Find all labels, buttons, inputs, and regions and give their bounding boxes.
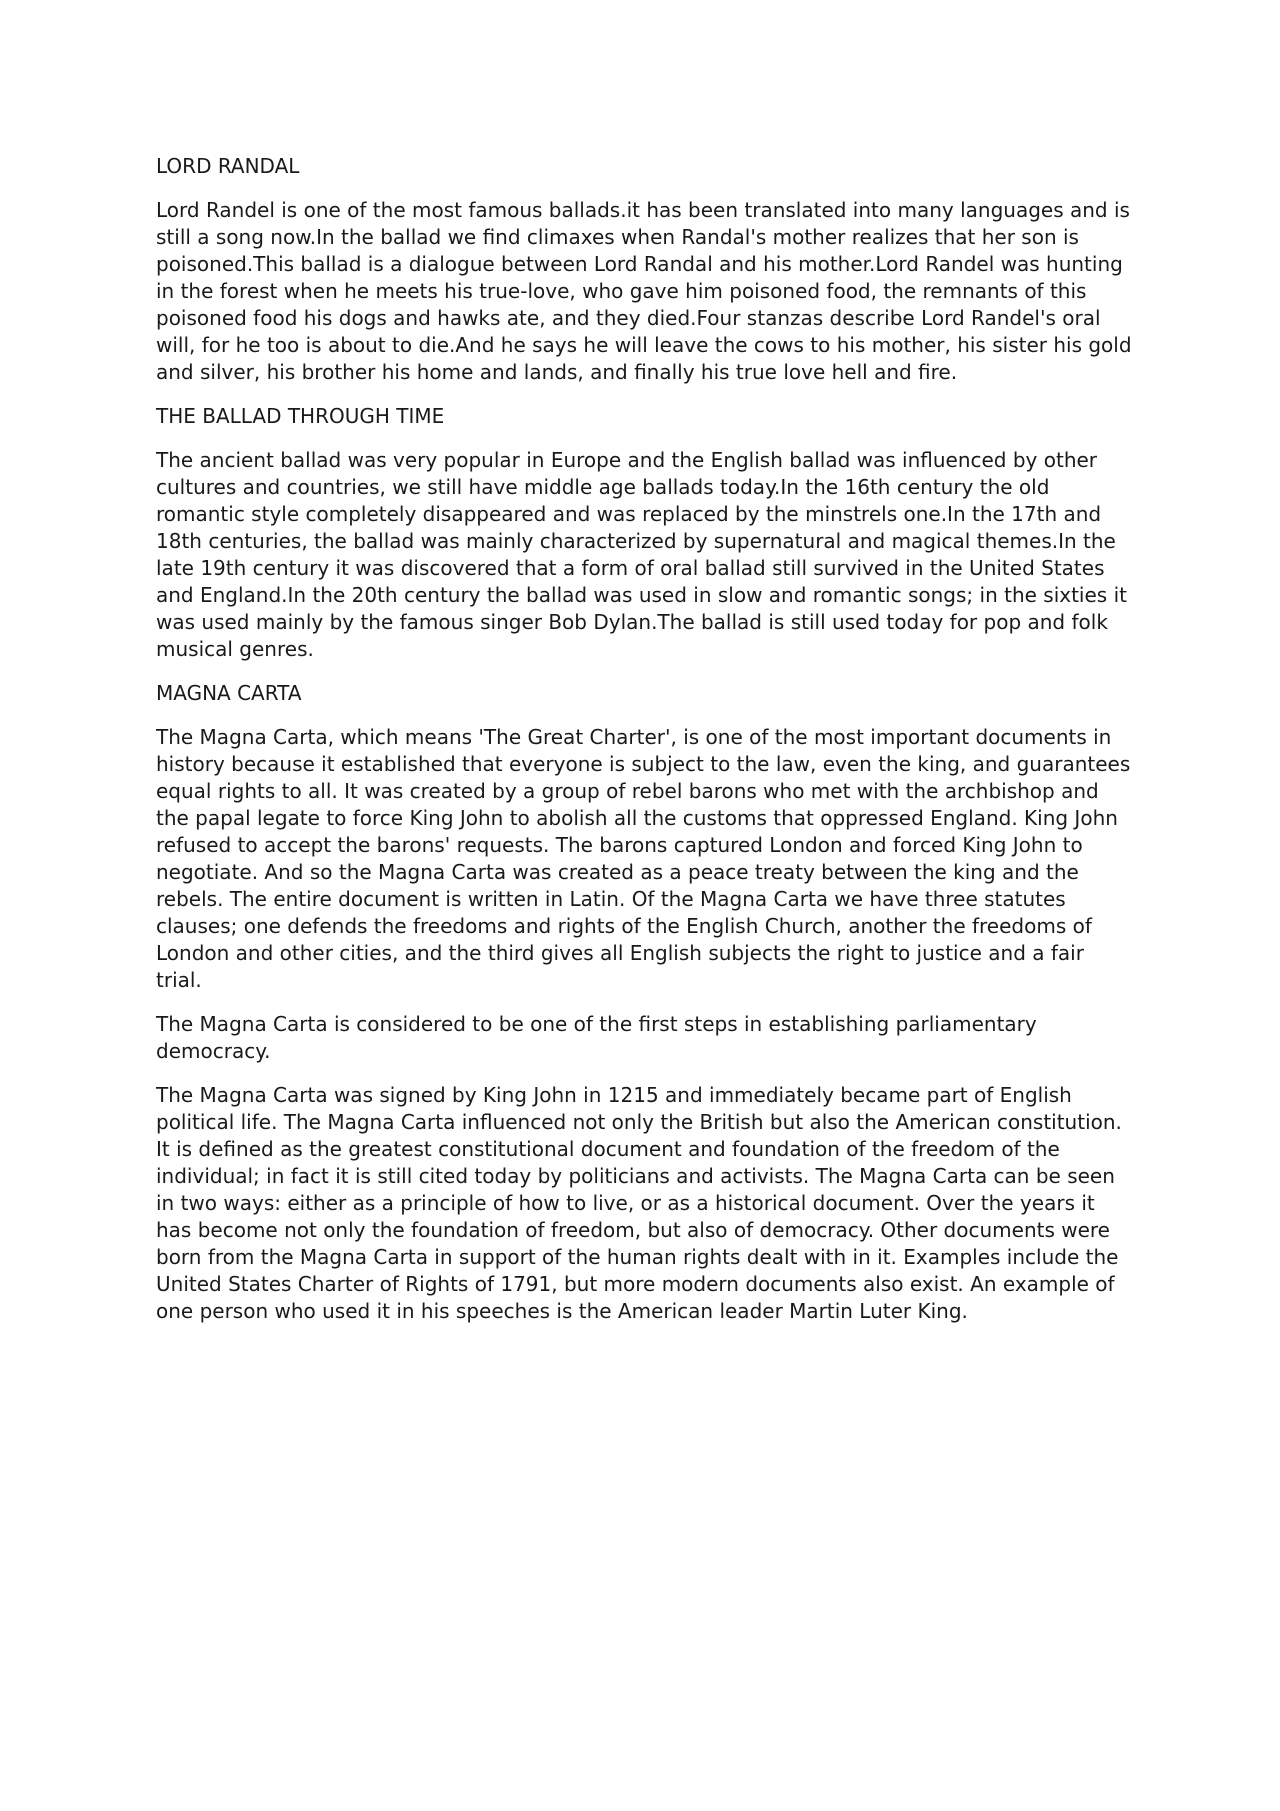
- paragraph-magna-carta-3: The Magna Carta was signed by King John in 1215 and immediately became part of English political life. The Magna Carta influenced not only the British but also the American constitution. It is defined as the greatest constitutional document and foundation of the freedom of the individual; in fact it is still cited today by politicians and activists. The Magna Carta can be seen in two ways: either as a principle of how to live, or as a historical document. Over the years it has become not only the foundation of freedom, but also of democracy. Other documents were born from the Magna Carta in support of the human rights dealt with in it. Examples include the United States Charter of Rights of 1791, but more modern documents also exist. An example of one person who used it in his speeches is the American leader Martin Luter King.: [156, 1083, 1122, 1323]
- section-heading-ballad-through-time: THE BALLAD THROUGH TIME: [156, 404, 445, 428]
- section-heading-magna-carta: MAGNA CARTA: [156, 681, 302, 705]
- paragraph-ballad-through-time: The ancient ballad was very popular in Europe and the English ballad was influenced by other cultures and countries, we still have middle age ballads today.In the 16th century the old romantic style completely disappeared and was replaced by the minstrels one.In the 17th and 18th centuries, the ballad was mainly characterized by supernatural and magical themes.In the late 19th century it was discovered that a form of oral ballad still survived in the United States and England.In the 20th century the ballad was used in slow and romantic songs; in the sixties it was used mainly by the famous singer Bob Dylan.The ballad is still used today for pop and folk musical genres.: [156, 448, 1127, 661]
- paragraph-magna-carta-2: The Magna Carta is considered to be one of the first steps in establishing parliamentary democracy.: [156, 1012, 1037, 1063]
- paragraph-lord-randal: Lord Randel is one of the most famous ballads.it has been translated into many languages and is still a song now.In the ballad we find climaxes when Randal's mother realizes that her son is poisoned.This ballad is a dialogue between Lord Randal and his mother.Lord Randel was hunting in the forest when he meets his true-love, who gave him poisoned food, the remnants of this poisoned food his dogs and hawks ate, and they died.Four stanzas describe Lord Randel's oral will, for he too is about to die.And he says he will leave the cows to his mother, his sister his gold and silver, his brother his home and lands, and finally his true love hell and fire.: [156, 198, 1132, 384]
- paragraph-magna-carta-1: The Magna Carta, which means 'The Great Charter', is one of the most important documents in history because it established that everyone is subject to the law, even the king, and guarantees equal rights to all. It was created by a group of rebel barons who met with the archbishop and the papal legate to force King John to abolish all the customs that oppressed England. King John refused to accept the barons' requests. The barons captured London and forced King John to negotiate. And so the Magna Carta was created as a peace treaty between the king and the rebels. The entire document is written in Latin. Of the Magna Carta we have three statutes clauses; one defends the freedoms and rights of the English Church, another the freedoms of London and other cities, and the third gives all English subjects the right to justice and a fair trial.: [156, 725, 1131, 992]
- section-heading-lord-randal: LORD RANDAL: [156, 154, 300, 178]
- document-page: [156, 153, 1136, 1342]
